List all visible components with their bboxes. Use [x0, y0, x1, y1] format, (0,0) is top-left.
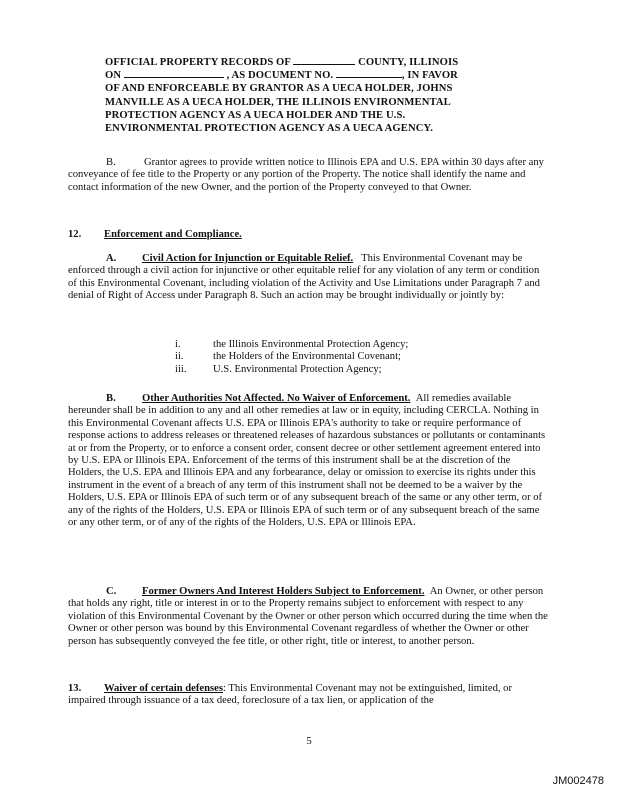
document-number-blank — [336, 77, 402, 78]
section-title: Enforcement and Compliance. — [104, 229, 242, 240]
section-12-heading — [68, 229, 548, 241]
paragraph-title: Civil Action for Injunction or Equitable Relief. — [142, 253, 354, 264]
paragraph-text: Grantor agrees to provide written notice to Illinois EPA and U.S. EPA within 30 days after any conveyance of fee title to the Property or any portion of the Property. The notice shall identify the name and contact information of the new Owner, and the portion of the Property conveyed to that Owner. — [68, 157, 544, 193]
heading-line-4: MANVILLE AS A UECA HOLDER, THE ILLINOIS ENVIRONMENTAL — [105, 96, 451, 108]
section-number: 13. — [68, 683, 82, 694]
recording-heading — [105, 56, 525, 135]
paragraph-notice — [68, 157, 548, 194]
page-number: 5 — [306, 735, 312, 747]
heading-line-2c: , IN FAVOR — [401, 70, 458, 82]
paragraph-text: This Environmental Covenant may be enforced through a civil action for injunctive or other equitable relief for any violation of any term or condition of this Environmental Covenant, including violation of the Activity and Use Limitations under Paragraph 7 and denial of Right of Access under Paragraph 8. Such an action may be brought individually or jointly by: — [68, 253, 540, 302]
list-item-text: U.S. Environmental Protection Agency; — [213, 363, 382, 375]
paragraph-text: All remedies available hereunder shall be in addition to any and all other remedies at law or in equity, including CERCLA. Nothing in this Environmental Covenant affects U.S. EPA or Illinois EPA's authority to take or require performance of response actions to address releases or threatened releases of hazardous substances or pollutants or contaminants at or from the Property, or to enforce a consent order, consent decree or other settlement agreement entered into by U.S. EPA or Illinois EPA. Enforcement of the terms of this instrument shall be at the discretion of the Holders, the U.S. EPA and Illinois EPA and any forbearance, delay or omission to exercise its rights under this instrument in the event of a breach of any term of this instrument shall not be deemed to be a waiver by the Holders, U.S. EPA or Illinois EPA of such term or of any subsequent breach of the same or any other term, or of any of the rights of the Holders, U.S. EPA or Illinois EPA of such term or of any subsequent breach of the same or any other term, or of any of the rights of the Holders, U.S. EPA or Illinois EPA. — [68, 393, 546, 529]
date-blank — [124, 77, 224, 78]
heading-line-2a: ON — [105, 70, 122, 82]
heading-line-1a: OFFICIAL PROPERTY RECORDS OF — [105, 57, 291, 68]
heading-line-6: ENVIRONMENTAL PROTECTION AGENCY AS A UECA AGENCY. — [105, 123, 433, 135]
section-text: : This Environmental Covenant may not be extinguished, limited, or impaired through issuance of a tax deed, foreclosure of a tax lien, or application of the — [68, 683, 512, 707]
bates-stamp: JM002478 — [552, 775, 604, 787]
section-number: 12. — [68, 229, 82, 240]
list-item-number: ii. — [175, 351, 184, 363]
section-13 — [68, 683, 548, 708]
paragraph-label: B. — [106, 157, 116, 168]
heading-line-5: PROTECTION AGENCY AS A UECA HOLDER AND THE U.S. — [105, 109, 406, 121]
list-item-text: the Holders of the Environmental Covenant; — [213, 351, 401, 363]
section-title: Waiver of certain defenses — [104, 683, 223, 694]
paragraph-12a — [68, 253, 548, 303]
list-item — [175, 351, 408, 363]
heading-line-1b: COUNTY, ILLINOIS — [358, 57, 459, 68]
county-blank — [293, 64, 355, 65]
list-item — [175, 364, 408, 376]
list-item-number: i. — [175, 339, 181, 350]
paragraph-label: C. — [106, 586, 117, 597]
paragraph-title: Other Authorities Not Affected. No Waiver of Enforcement. — [142, 393, 411, 404]
list-item-text: the Illinois Environmental Protection Agency; — [213, 339, 409, 350]
enforcing-parties-list — [175, 339, 408, 376]
paragraph-text: An Owner, or other person that holds any right, title or interest in or to the Property remains subject to enforcement with respect to any violation of this Environmental Covenant by the Owner or other person which occurred during the time when the Owner or other person was bound by this Environmental Covenant regardless of whether the Owner or other person has subsequently conveyed the fee title, or other right, title or interest, to another person. — [68, 586, 548, 647]
paragraph-title: Former Owners And Interest Holders Subject to Enforcement. — [142, 586, 425, 597]
list-item — [175, 339, 408, 351]
heading-line-2b: , AS DOCUMENT NO. — [226, 70, 334, 82]
heading-line-3: OF AND ENFORCEABLE BY GRANTOR AS A UECA HOLDER, JOHNS — [105, 83, 453, 95]
paragraph-label: A. — [106, 253, 117, 264]
paragraph-label: B. — [106, 393, 116, 404]
list-item-number: iii. — [175, 363, 187, 375]
paragraph-12b — [68, 393, 548, 529]
paragraph-12c — [68, 586, 548, 648]
